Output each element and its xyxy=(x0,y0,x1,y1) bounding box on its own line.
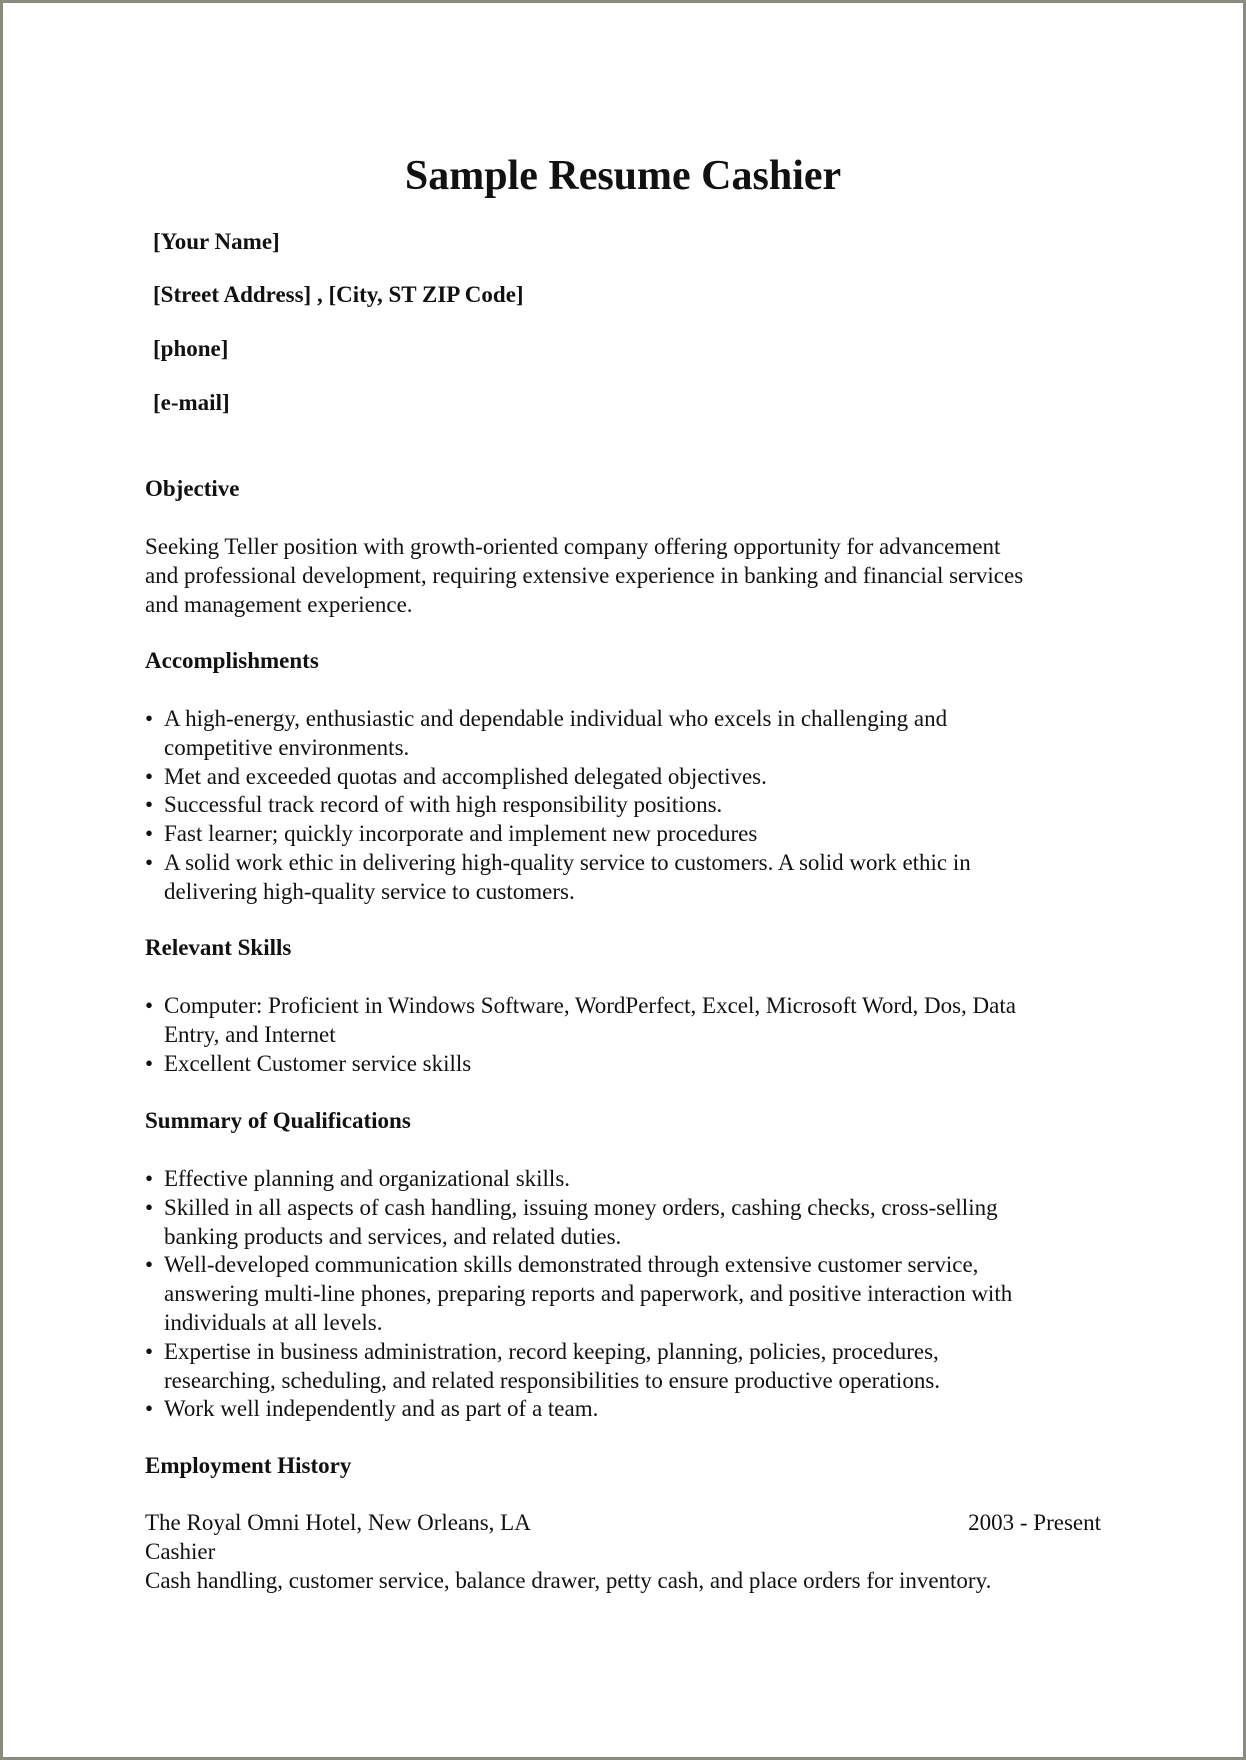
objective-line: and management experience. xyxy=(145,591,413,617)
accomplishments-heading: Accomplishments xyxy=(145,648,319,673)
objective-heading: Objective xyxy=(145,476,240,501)
contact-phone: [phone] xyxy=(153,336,229,361)
objective-line: and professional development, requiring extensive experience in banking and financial services xyxy=(145,562,1024,588)
list-item xyxy=(145,992,1016,1050)
objective-line: Seeking Teller position with growth-oriented company offering opportunity for advancement xyxy=(145,534,1001,559)
list-item-line: competitive environments. xyxy=(164,734,410,760)
bullet-icon: • xyxy=(145,763,154,789)
bullet-icon: • xyxy=(145,792,154,818)
list-item xyxy=(145,849,971,907)
list-item-line: researching, scheduling, and related responsibilities to ensure productive operations. xyxy=(164,1367,941,1393)
qualifications-list xyxy=(145,1165,1012,1424)
accomplishments-list xyxy=(145,705,971,907)
list-item-line: Computer: Proficient in Windows Software, WordPerfect, Excel, Microsoft Word, Dos, Data xyxy=(164,993,1016,1018)
bullet-icon: • xyxy=(145,849,154,875)
list-item xyxy=(145,1165,1012,1194)
list-item-line: Fast learner; quickly incorporate and implement new procedures xyxy=(164,821,758,847)
list-item-line: Skilled in all aspects of cash handling, issuing money orders, cashing checks, cross-selling xyxy=(164,1194,998,1220)
list-item-line: Entry, and Internet xyxy=(164,1021,336,1047)
list-item xyxy=(145,1395,1012,1424)
list-item-line: delivering high-quality service to customers. xyxy=(164,878,575,904)
list-item xyxy=(145,705,971,763)
contact-name: [Your Name] xyxy=(153,229,280,254)
list-item-line: answering multi-line phones, preparing reports and paperwork, and positive interaction with xyxy=(164,1281,1013,1307)
list-item-line: individuals at all levels. xyxy=(164,1309,383,1335)
qualifications-heading: Summary of Qualifications xyxy=(145,1108,411,1133)
employment-dates: 2003 - Present xyxy=(968,1510,1101,1535)
bullet-icon: • xyxy=(145,1194,154,1220)
list-item-line: Excellent Customer service skills xyxy=(164,1050,472,1076)
skills-list xyxy=(145,992,1016,1078)
bullet-icon: • xyxy=(145,1166,154,1191)
list-item-line: A solid work ethic in delivering high-quality service to customers. A solid work ethic in xyxy=(164,849,971,875)
employer: The Royal Omni Hotel, New Orleans, LA xyxy=(145,1510,531,1535)
bullet-icon: • xyxy=(145,706,154,731)
list-item-line: banking products and services, and related duties. xyxy=(164,1223,622,1249)
bullet-icon: • xyxy=(145,1252,154,1278)
list-item xyxy=(145,763,971,792)
list-item xyxy=(145,820,971,849)
bullet-icon: • xyxy=(145,1050,154,1076)
list-item-line: Met and exceeded quotas and accomplished delegated objectives. xyxy=(164,763,767,789)
list-item xyxy=(145,1050,1016,1079)
list-item-line: A high-energy, enthusiastic and dependable individual who excels in challenging and xyxy=(164,706,948,731)
list-item xyxy=(145,1251,1012,1337)
bullet-icon: • xyxy=(145,993,154,1018)
job-position: Cashier xyxy=(145,1539,216,1564)
list-item-line: Work well independently and as part of a team. xyxy=(164,1396,599,1422)
list-item xyxy=(145,1194,1012,1252)
list-item-line: Well-developed communication skills demonstrated through extensive customer service, xyxy=(164,1252,979,1278)
page-title: Sample Resume Cashier xyxy=(404,153,842,199)
contact-address: [Street Address] , [City, ST ZIP Code] xyxy=(153,282,524,307)
list-item xyxy=(145,1338,1012,1396)
list-item-line: Successful track record of with high responsibility positions. xyxy=(164,792,723,818)
bullet-icon: • xyxy=(145,1338,154,1364)
employment-heading: Employment History xyxy=(145,1453,352,1478)
list-item xyxy=(145,791,971,820)
list-item-line: Effective planning and organizational skills. xyxy=(164,1166,571,1191)
objective-text xyxy=(145,533,1023,619)
list-item-line: Expertise in business administration, record keeping, planning, policies, procedures, xyxy=(164,1338,939,1364)
skills-heading: Relevant Skills xyxy=(145,935,292,960)
contact-email: [e-mail] xyxy=(153,390,230,415)
job-description: Cash handling, customer service, balance drawer, petty cash, and place orders for inventory. xyxy=(145,1568,992,1593)
bullet-icon: • xyxy=(145,1396,154,1422)
bullet-icon: • xyxy=(145,821,154,847)
